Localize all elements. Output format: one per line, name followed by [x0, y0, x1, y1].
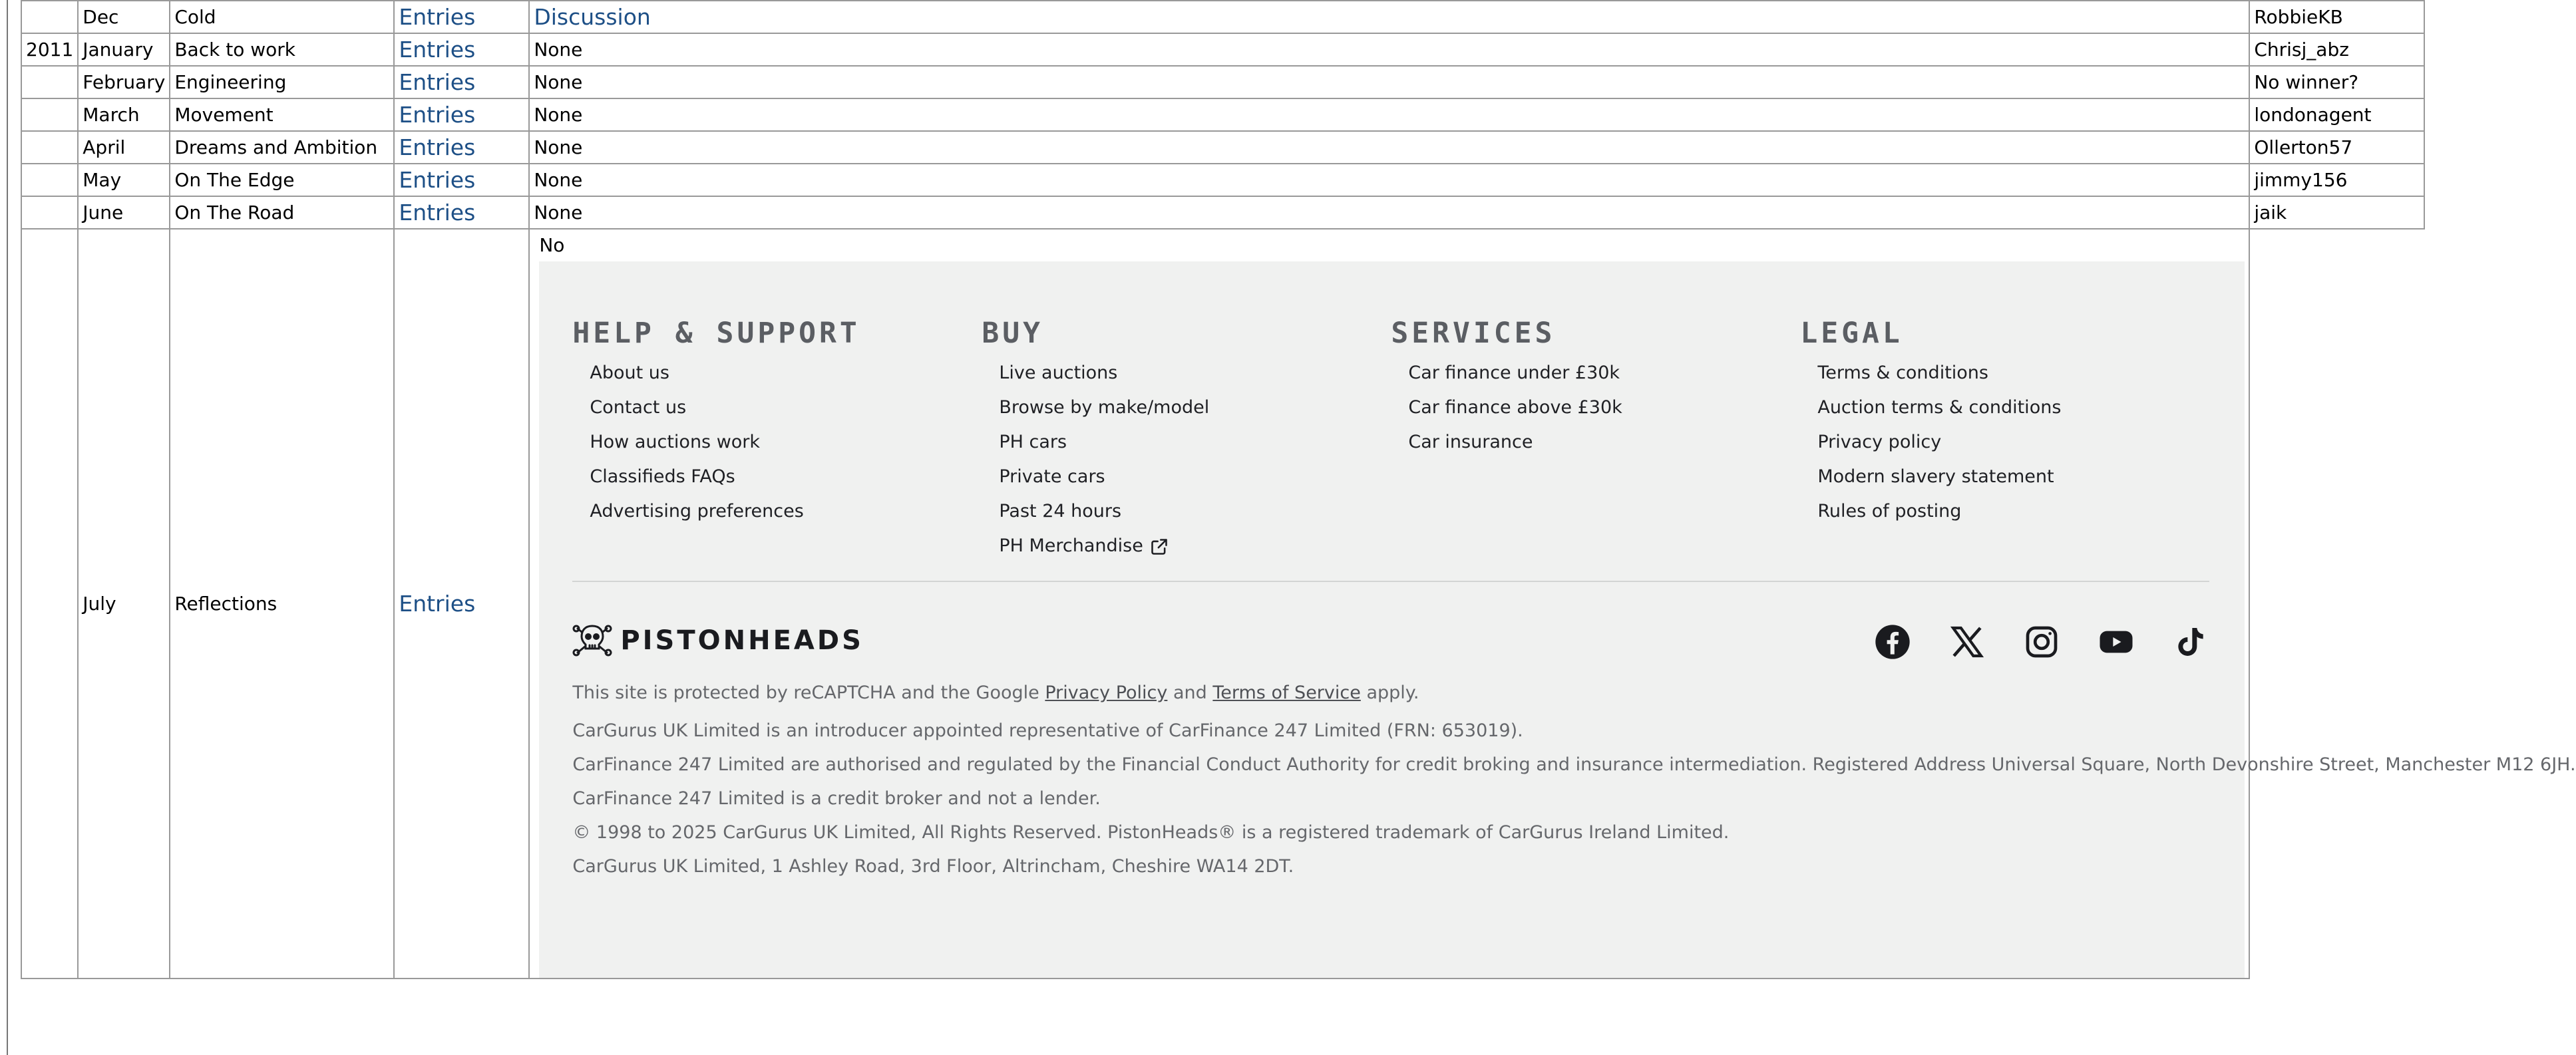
apply-text: apply. [1366, 682, 1419, 703]
footer-link-ph-merchandise-label: PH Merchandise [999, 535, 1143, 556]
pistonheads-wordmark: PISTONHEADS [620, 625, 864, 656]
theme-cell: Engineering [170, 66, 394, 98]
year-cell [21, 66, 78, 98]
legal-line: CarFinance 247 Limited are authorised and regulated by the Financial Conduct Authority for credit broking and insurance intermediation. Registered Address Universal Square, North Devonshire Street, Manchester M12 6JH. [572, 754, 2576, 775]
facebook-icon[interactable] [1874, 623, 1911, 661]
footer-heading-legal: LEGAL [1800, 317, 1903, 350]
month-cell: February [78, 66, 170, 98]
table-row-last [21, 229, 2424, 979]
footer-link-contact-us[interactable]: Contact us [590, 397, 687, 418]
footer-link-modern-slavery[interactable]: Modern slavery statement [1817, 466, 2054, 487]
footer-link-finance-under-30k[interactable]: Car finance under £30k [1408, 363, 1620, 383]
footer-link-car-insurance[interactable]: Car insurance [1408, 432, 1533, 452]
footer-link-advertising-preferences[interactable]: Advertising preferences [590, 501, 804, 522]
privacy-policy-link[interactable]: Privacy Policy [1045, 682, 1168, 703]
discussion-cell [529, 1, 2249, 33]
recaptcha-notice [572, 682, 2209, 704]
instagram-icon[interactable] [2023, 623, 2060, 661]
table-row [21, 33, 2424, 66]
discussion-value: No [539, 234, 565, 256]
external-link-icon [1150, 537, 1169, 556]
year-cell: 2011 [21, 33, 78, 66]
table-row [21, 164, 2424, 196]
theme-cell: On The Road [170, 196, 394, 229]
month-cell: March [78, 98, 170, 131]
discussion-cell [529, 229, 2576, 979]
legal-line: © 1998 to 2025 CarGurus UK Limited, All Rights Reserved. PistonHeads® is a registered trademark of CarGurus Ireland Limited. [572, 822, 1730, 843]
discussion-link[interactable]: Discussion [534, 4, 651, 30]
footer-column-buy [982, 315, 1391, 581]
footer-link-terms-conditions[interactable]: Terms & conditions [1817, 363, 1988, 383]
footer-brand-row [572, 582, 2209, 682]
month-cell: Dec [78, 1, 170, 33]
footer-heading-services: SERVICES [1391, 317, 1556, 350]
discussion-cell: None [529, 164, 2249, 196]
year-cell [21, 131, 78, 164]
discussion-cell: None [529, 98, 2249, 131]
left-border [7, 0, 8, 1055]
theme-cell: Movement [170, 98, 394, 131]
winner-cell: Chrisj_abz [2249, 33, 2424, 66]
discussion-cell: None [529, 66, 2249, 98]
footer-link-ph-merchandise[interactable] [999, 529, 1391, 563]
footer-link-auction-terms[interactable]: Auction terms & conditions [1817, 397, 2062, 418]
entries-link[interactable]: Entries [399, 102, 476, 128]
winner-cell: Ollerton57 [2249, 131, 2424, 164]
entries-link[interactable]: Entries [399, 200, 476, 226]
legal-text [572, 682, 2576, 877]
entries-link[interactable]: Entries [399, 37, 476, 63]
pistonheads-logo[interactable] [572, 622, 864, 659]
winner-cell: jaik [2249, 196, 2424, 229]
table-row [21, 98, 2424, 131]
entries-link[interactable]: Entries [399, 4, 476, 30]
social-links [1837, 623, 2209, 661]
footer-link-privacy-policy[interactable]: Privacy policy [1817, 432, 1942, 452]
month-cell: January [78, 33, 170, 66]
month-cell: May [78, 164, 170, 196]
theme-cell: Dreams and Ambition [170, 131, 394, 164]
footer-heading-help: HELP & SUPPORT [572, 317, 860, 350]
tiktok-icon[interactable] [2172, 623, 2209, 661]
theme-cell: Back to work [170, 33, 394, 66]
legal-line: CarFinance 247 Limited is a credit broker and not a lender. [572, 788, 1101, 809]
pistonheads-skull-icon [572, 622, 612, 659]
entries-cell [394, 164, 529, 196]
year-cell [21, 196, 78, 229]
entries-link[interactable]: Entries [399, 69, 476, 95]
and-text: and [1173, 682, 1207, 703]
footer-column-help [572, 315, 982, 581]
footer-column-services [1391, 315, 1800, 581]
winner-cell: No winner? [2249, 66, 2424, 98]
month-cell: April [78, 131, 170, 164]
footer-link-private-cars[interactable]: Private cars [999, 466, 1105, 487]
year-cell [21, 1, 78, 33]
theme-cell: Reflections [170, 229, 394, 979]
entries-cell [394, 98, 529, 131]
legal-line: CarGurus UK Limited, 1 Ashley Road, 3rd Floor, Altrincham, Cheshire WA14 2DT. [572, 856, 1294, 877]
winner-cell: londonagent [2249, 98, 2424, 131]
theme-cell: Cold [170, 1, 394, 33]
footer-link-browse-make-model[interactable]: Browse by make/model [999, 397, 1210, 418]
table-row [21, 1, 2424, 33]
footer-columns [572, 315, 2209, 581]
winner-cell: RobbieKB [2249, 1, 2424, 33]
month-cell: June [78, 196, 170, 229]
youtube-icon[interactable] [2098, 623, 2135, 661]
entries-cell [394, 1, 529, 33]
discussion-cell: None [529, 131, 2249, 164]
year-cell [21, 164, 78, 196]
discussion-cell: None [529, 196, 2249, 229]
competition-table [21, 0, 2576, 979]
footer-link-about-us[interactable]: About us [590, 363, 669, 383]
table-row [21, 196, 2424, 229]
footer-link-how-auctions-work[interactable]: How auctions work [590, 432, 761, 452]
table-row [21, 131, 2424, 164]
terms-of-service-link[interactable]: Terms of Service [1212, 682, 1361, 703]
discussion-cell: None [529, 33, 2249, 66]
x-icon[interactable] [1948, 623, 1986, 661]
winner-cell: jimmy156 [2249, 164, 2424, 196]
recaptcha-text: This site is protected by reCAPTCHA and the Google [572, 682, 1039, 703]
site-footer [539, 261, 2576, 978]
footer-link-finance-above-30k[interactable]: Car finance above £30k [1408, 397, 1622, 418]
footer-link-past-24-hours[interactable]: Past 24 hours [999, 501, 1122, 522]
entries-link[interactable]: Entries [399, 591, 476, 617]
footer-link-ph-cars[interactable]: PH cars [999, 432, 1067, 452]
entries-cell [394, 229, 529, 979]
legal-line: CarGurus UK Limited is an introducer appointed representative of CarFinance 247 Limited (FRN: 653019). [572, 720, 1523, 741]
year-cell [21, 98, 78, 131]
entries-link[interactable]: Entries [399, 167, 476, 193]
entries-cell [394, 131, 529, 164]
entries-link[interactable]: Entries [399, 134, 476, 160]
entries-cell [394, 33, 529, 66]
theme-cell: On The Edge [170, 164, 394, 196]
month-cell: July [78, 229, 170, 979]
footer-heading-buy: BUY [982, 317, 1044, 350]
footer-link-live-auctions[interactable]: Live auctions [999, 363, 1118, 383]
entries-cell [394, 196, 529, 229]
year-cell [21, 229, 78, 979]
table-row [21, 66, 2424, 98]
entries-cell [394, 66, 529, 98]
winner-cell [2249, 229, 2424, 979]
footer-column-legal [1800, 315, 2209, 581]
footer-link-rules-of-posting[interactable]: Rules of posting [1817, 501, 1962, 522]
footer-link-classifieds-faqs[interactable]: Classifieds FAQs [590, 466, 735, 487]
